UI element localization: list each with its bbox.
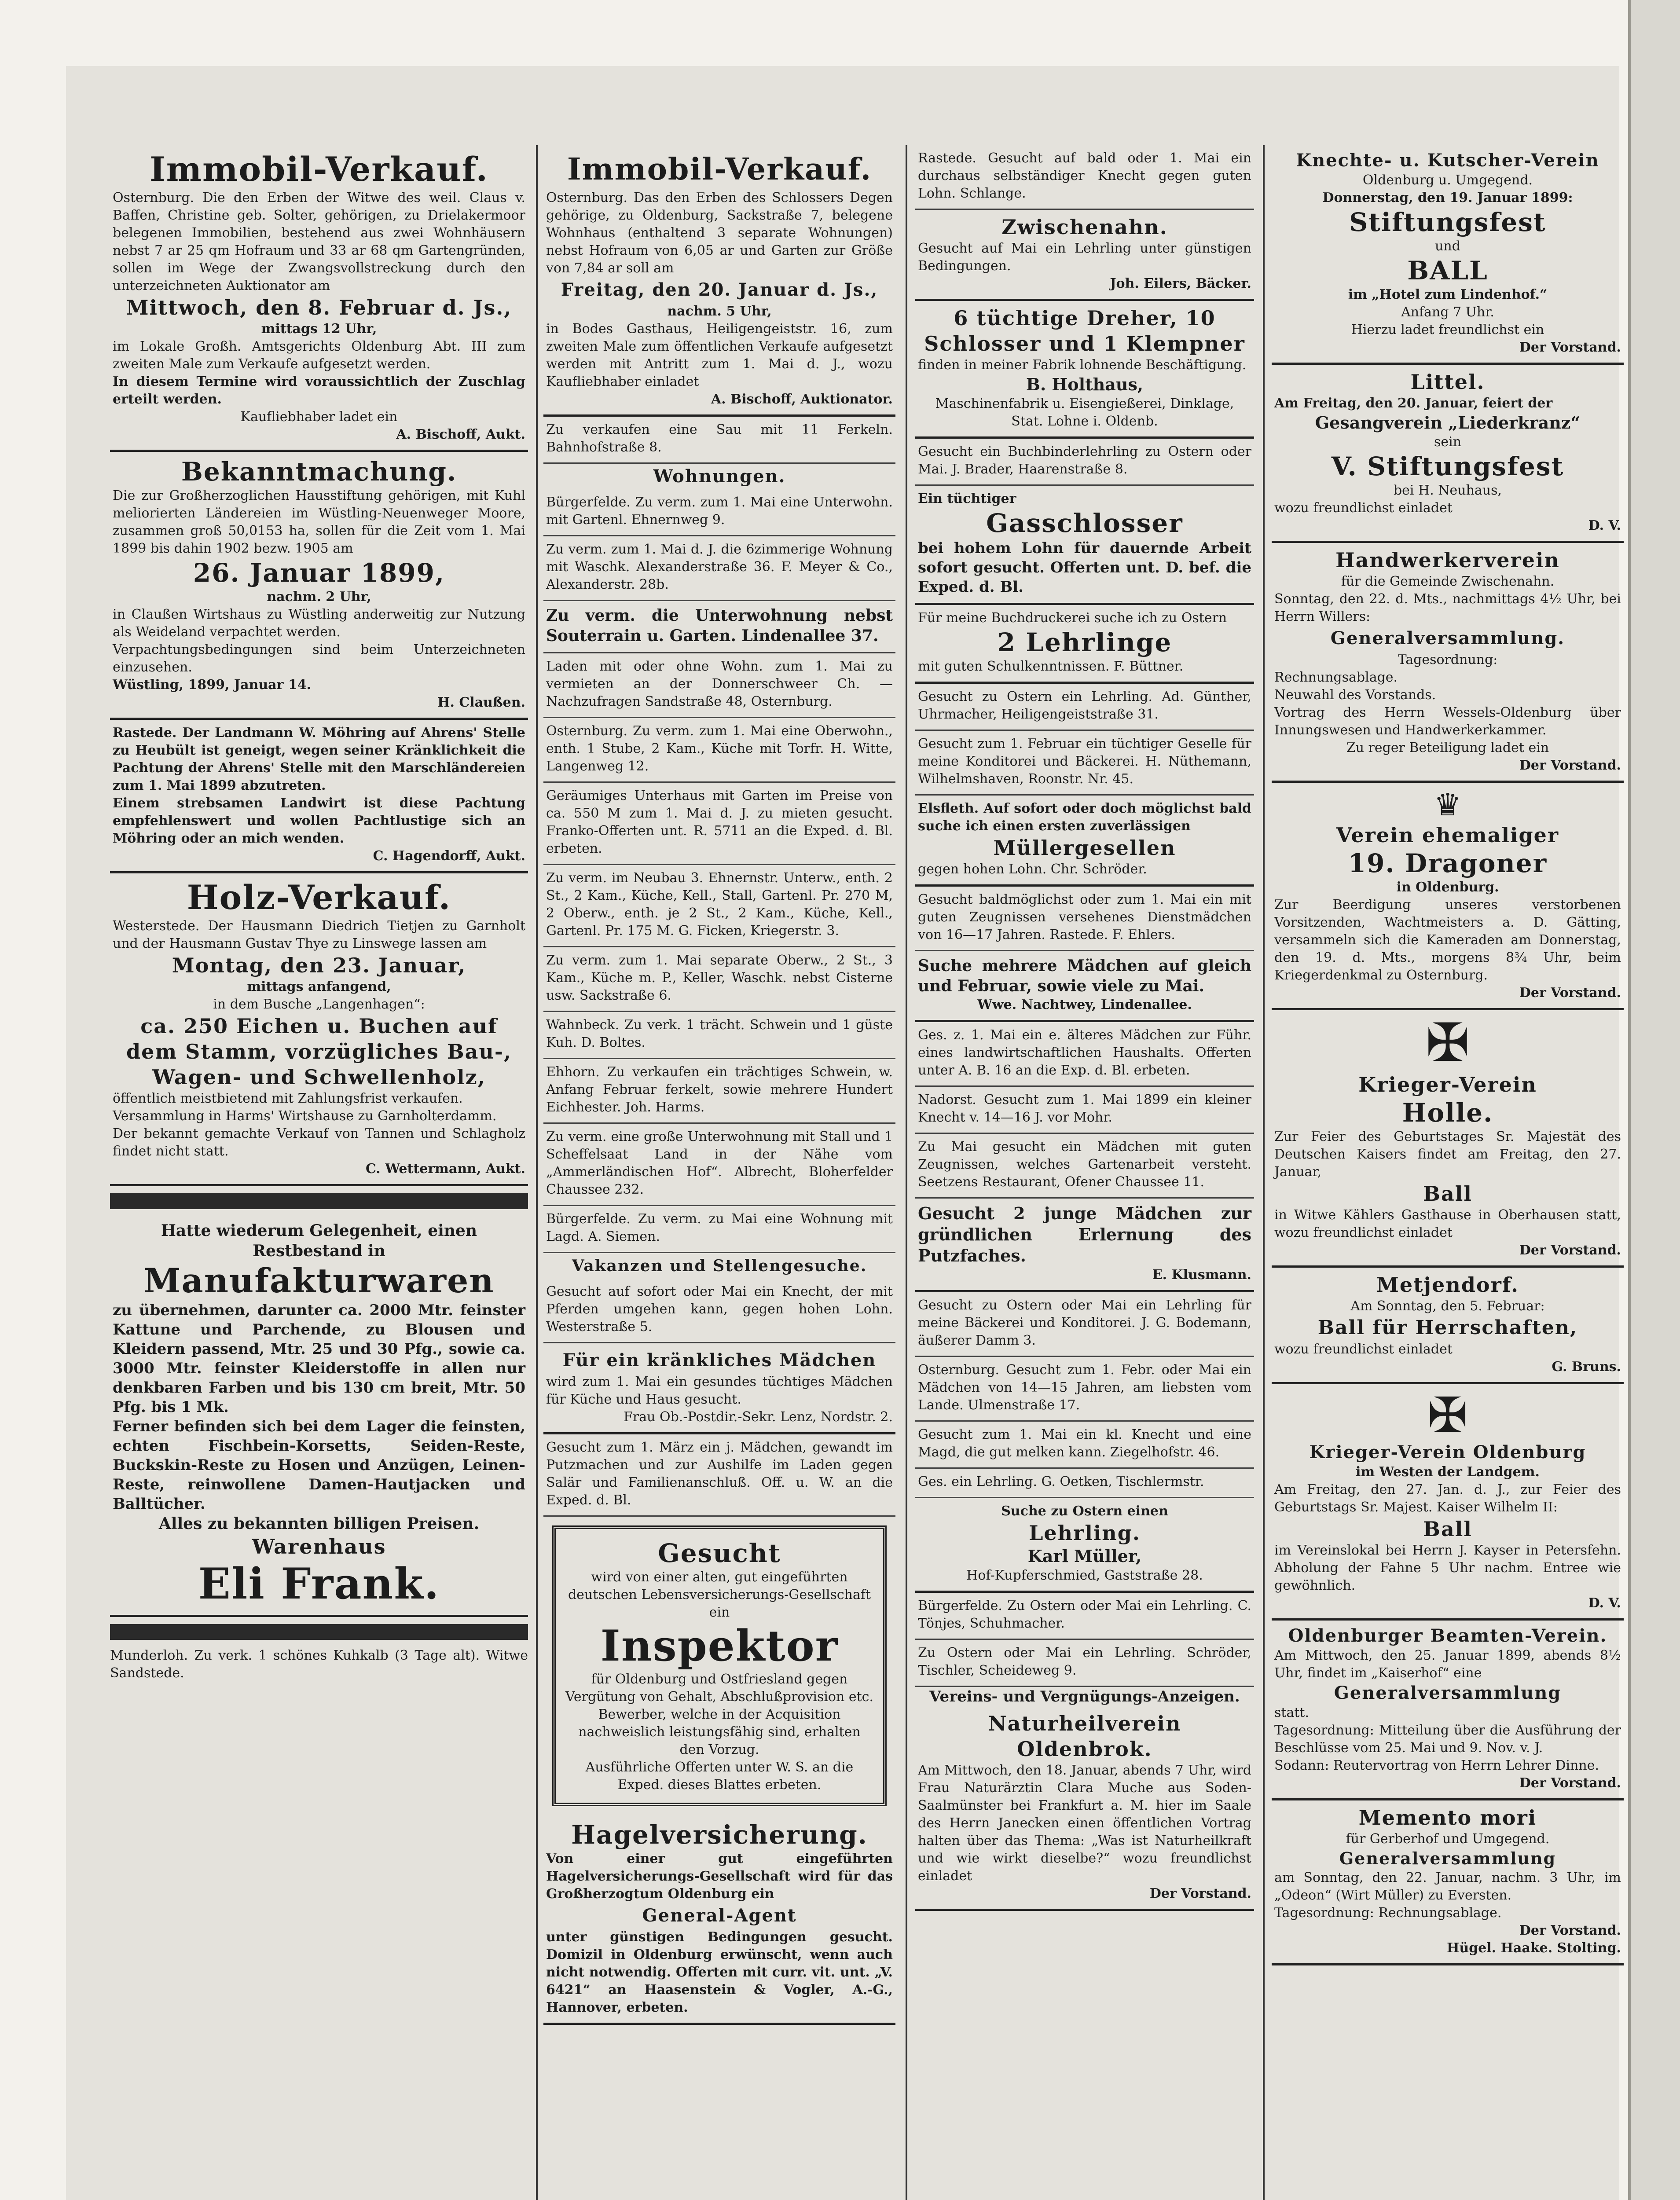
ad-body: zu übernehmen, darunter ca. 2000 Mtr. feinster Kattune und Parchende, zu Blousen und Kleidern passend, Mtr. 25 und 30 Pfg., sowie ca. 3000 Mtr. feinster Kleiderstoffe in allen nur denkbaren Farben und bis 130 cm breit, Mtr. 50 Pfg. bis 1 Mk. xyxy=(113,1302,525,1416)
list-item: Osternburg. Gesucht zum 1. Febr. oder Mai ein Mädchen von 14—15 Jahren, am liebsten vom Lande. Ulmenstraße 17. xyxy=(915,1357,1254,1422)
ad-title: 6 tüchtige Dreher, 10 Schlosser und 1 Klempner xyxy=(924,306,1245,356)
ad-title: Gesucht 2 junge Mädchen zur gründlichen Erlernung des Putzfaches. xyxy=(918,1203,1251,1265)
list-item: Zu Ostern oder Mai ein Lehrling. Schröder, Tischler, Scheideweg 9. xyxy=(915,1640,1254,1687)
section-heading-vereine: Vereins- und Vergnügungs-Anzeigen. xyxy=(929,1688,1240,1705)
ad-beamten-verein xyxy=(1272,1621,1624,1800)
ad-signature: G. Bruns. xyxy=(1552,1359,1621,1375)
ad-title: Zwischenahn. xyxy=(1001,215,1168,239)
ad-title: Krieger-Verein Oldenburg xyxy=(1309,1442,1586,1463)
ad-body: Rastede. Der Landmann W. Möhring auf Ahrens' Stelle zu Heubült ist geneigt, wegen seiner Kränklichkeit die Pachtung der Ahrens' Stelle mit den Marschländereien zum 1. Mai 1899 abzutreten. xyxy=(113,725,525,793)
ad-signature: E. Klusmann. xyxy=(1152,1267,1251,1283)
column-rule xyxy=(1263,145,1265,2200)
ad-invitation: wozu freundlichst einladet xyxy=(1274,1342,1453,1357)
ad-lehrlinge xyxy=(915,605,1254,684)
ad-nachtwey xyxy=(915,951,1254,1022)
ad-event: Ball xyxy=(1423,1182,1472,1206)
ad-title: Verein ehemaliger xyxy=(1336,823,1559,847)
ad-text: und xyxy=(1435,238,1460,254)
ad-subtitle: für die Gemeinde Zwischenahn. xyxy=(1341,574,1555,589)
ad-date: Donnerstag, den 19. Januar 1899: xyxy=(1322,190,1573,205)
list-item: Bürgerfelde. Zu verm. zum 1. Mai eine Unterwohn. mit Gartenl. Ehnernweg 9. xyxy=(543,489,895,536)
ad-kraenkliches-maedchen xyxy=(543,1343,895,1434)
ad-club: Gesangverein „Liederkranz“ xyxy=(1315,413,1581,433)
ad-body: Einem strebsamen Landwirt ist diese Pachtung empfehlenswert und wollen Pachtlustige sich an Möhring oder an mich wenden. xyxy=(113,796,525,846)
list-item: Zu verm. eine große Unterwohnung mit Stall und 1 Scheffelsaat Land in der Nähe vom „Ammerländischen Hof“. Albrecht, Bloherfelder Chaussee 232. xyxy=(543,1124,895,1206)
ad-body: Ferner befinden sich bei dem Lager die feinsten, echten Fischbein-Korsetts, Seiden-Reste, Buckskin-Reste zu Hosen und Anzügen, Leinen-Reste, reinwollene Damen-Hautjacken und Balltücher. xyxy=(113,1418,525,1513)
ad-title: Manufakturwaren xyxy=(143,1261,495,1300)
ad-body: in Claußen Wirtshaus zu Wüstling anderweitig zur Nutzung als Weideland verpachtet werden. xyxy=(113,607,525,640)
list-item: Laden mit oder ohne Wohn. zum 1. Mai zu vermieten an der Donnerschweer Ch. — Nachzufragen Sandstraße 48, Osternburg. xyxy=(543,653,895,718)
list-item: Bürgerfelde. Zu verm. zu Mai eine Wohnung mit Lagd. A. Siemen. xyxy=(543,1206,895,1253)
ad-signature: A. Bischoff, Auktionator. xyxy=(711,392,893,407)
ad-title: Naturheilverein Oldenbrok. xyxy=(988,1712,1181,1761)
ad-address: Maschinenfabrik u. Eisengießerei, Dinklage, xyxy=(935,396,1234,411)
ad-buchbinder: Gesucht ein Buchbinderlehrling zu Ostern oder Mai. J. Brader, Haarenstraße 8. xyxy=(915,439,1254,486)
ad-event: Generalversammlung. xyxy=(1330,628,1565,649)
ad-naturheilverein xyxy=(915,1706,1254,1911)
ad-title: Littel. xyxy=(1410,370,1485,394)
ad-title: Hagelversicherung. xyxy=(571,1820,868,1850)
ad-signature: A. Bischoff, Aukt. xyxy=(396,427,525,442)
ad-subtitle: Oldenburg u. Umgegend. xyxy=(1362,172,1533,188)
ad-subtitle: im Westen der Landgem. xyxy=(1356,1464,1540,1480)
ad-signature: Wwe. Nachtwey, Lindenallee. xyxy=(977,997,1192,1012)
column-2 xyxy=(543,145,895,2200)
ad-rastede-pacht xyxy=(110,720,528,873)
ad-title: 2 Lehrlinge xyxy=(997,627,1172,657)
ad-knecht: Gesucht auf sofort oder Mai ein Knecht, der mit Pferden umgehen kann, gegen hohen Lohn. Westerstraße 5. xyxy=(543,1279,895,1343)
ad-title: Lehrling. xyxy=(1029,1521,1141,1545)
agenda-item: Tagesordnung: Rechnungsablage. xyxy=(1274,1905,1502,1921)
ad-company: B. Holthaus, xyxy=(1026,374,1144,394)
ad-title: Gesucht xyxy=(658,1538,781,1568)
ad-body: Ausführliche Offerten unter W. S. an die Exped. dieses Blattes erbeten. xyxy=(585,1760,854,1793)
ad-invitation: wozu freundlichst einladet xyxy=(1274,500,1453,516)
ad-signature: D. V. xyxy=(1588,1595,1621,1611)
ad-dragoner xyxy=(1272,783,1624,1010)
ad-note: In diesem Termine wird voraussichtlich der Zuschlag erteilt werden. xyxy=(113,374,525,407)
ad-event: Ball für Herrschaften, xyxy=(1317,1316,1578,1339)
ad-intro: Für meine Buchdruckerei suche ich zu Ostern xyxy=(918,610,1227,626)
ad-event: Generalversammlung xyxy=(1334,1683,1562,1703)
ad-time: nachm. 2 Uhr, xyxy=(267,589,371,605)
ad-body: am Sonntag, den 22. Januar, nachm. 3 Uhr, im „Odeon“ (Wirt Müller) zu Eversten. xyxy=(1274,1870,1621,1903)
ad-agenda-heading: Tagesordnung: xyxy=(1398,652,1498,667)
ad-event: V. Stiftungsfest xyxy=(1331,451,1564,481)
ad-muellergesellen xyxy=(915,796,1254,887)
ad-body: Am Mittwoch, den 18. Januar, abends 7 Uhr, wird Frau Naturärztin Clara Muche aus Soden-Saalmünster bei Frankfurt a. M. hier im Saale des Herrn Janecken einen öffentlichen Vortrag halten über das Thema: „Was ist Naturheilkraft und wie wirkt dieselbe?“ wozu freundlichst einladet xyxy=(918,1763,1251,1884)
ad-body: Bewerber, welche in der Acquisition nachweislich leistungsfähig sind, erhalten den Vorzug. xyxy=(578,1707,861,1757)
ad-body: wird zum 1. Mai ein gesundes tüchtiges Mädchen für Küche und Haus gesucht. xyxy=(546,1374,893,1407)
ad-body: Gesucht auf Mai ein Lehrling unter günstigen Bedingungen. xyxy=(918,241,1251,274)
ad-invitation: Hierzu ladet freundlichst ein xyxy=(1351,322,1544,337)
agenda-item: Neuwahl des Vorstands. xyxy=(1274,687,1436,703)
divider-bar xyxy=(110,1624,528,1640)
ad-invitation: Zu reger Beteiligung ladet ein xyxy=(1346,740,1549,755)
page-edge xyxy=(1628,0,1680,2200)
list-item: Bürgerfelde. Zu Ostern oder Mai ein Lehrling. C. Tönjes, Schuhmacher. xyxy=(915,1593,1254,1640)
ad-body: unter günstigen Bedingungen gesucht. Domizil in Oldenburg erwünscht, wenn auch nicht notwendig. Offerten mit curr. vit. unt. „V. 6421“ an Haasenstein & Vogler, A.-G., Hannover, erbeten. xyxy=(546,1929,893,2015)
list-item: Wahnbeck. Zu verk. 1 trächt. Schwein und 1 güste Kuh. D. Boltes. xyxy=(543,1012,895,1059)
ad-body: Osternburg. Das den Erben des Schlossers Degen gehörige, zu Oldenburg, Sackstraße 7, belegene Wohnhaus (enthaltend 3 separate Wohnungen) nebst Hofraum von 6,05 ar und Garten zur Größe von 7,84 ar soll am xyxy=(546,190,893,276)
ad-body: im Vereinslokal bei Herrn J. Kayser in Petersfehn. Abholung der Fahne 5 Uhr nachm. Entree wie gewöhnlich. xyxy=(1274,1543,1621,1593)
ad-title: Holz-Verkauf. xyxy=(187,878,451,917)
list-item: Zu verm. zum 1. Mai separate Oberw., 2 St., 3 Kam., Küche m. P., Keller, Waschk. nebst Cisterne usw. Sackstraße 6. xyxy=(543,947,895,1012)
wohnungen-list xyxy=(543,489,895,1253)
ad-body: finden in meiner Fabrik lohnende Beschäftigung. xyxy=(918,357,1247,373)
ad-place: im Lokale Großh. Amtsgerichts Oldenburg Abt. III zum zweiten Male zum Verkaufe aufgesetzt werden. xyxy=(113,339,525,372)
ad-body: öffentlich meistbietend mit Zahlungsfrist verkaufen. xyxy=(113,1091,463,1106)
list-item: Gesucht zum 1. Mai ein kl. Knecht und eine Magd, die gut melken kann. Ziegelhofstr. 46. xyxy=(915,1422,1254,1469)
list-item: Nadorst. Gesucht zum 1. Mai 1899 ein kleiner Knecht v. 14—16 J. vor Mohr. xyxy=(915,1087,1254,1134)
ad-intro: Suche zu Ostern einen xyxy=(1001,1503,1168,1519)
ad-item: ca. 250 Eichen u. Buchen auf dem Stamm, vorzügliches Bau-, Wagen- und Schwellenholz, xyxy=(126,1014,512,1089)
ad-signature: Der Vorstand. xyxy=(1519,340,1621,355)
list-item: Ges. ein Lehrling. G. Oetken, Tischlermstr. xyxy=(915,1469,1254,1498)
ad-signature: Der Vorstand. xyxy=(1149,1886,1251,1901)
ad-title: Metjendorf. xyxy=(1376,1273,1519,1297)
ad-place: im „Hotel zum Lindenhof.“ xyxy=(1348,287,1548,302)
ad-body: Zur Beerdigung unseres verstorbenen Vorsitzenden, Wachtmeisters a. D. Gätting, versammeln sich die Kameraden am Donnerstag, den 19. d. Mts., morgens 8¾ Uhr, beim Kriegerdenkmal zu Osternburg. xyxy=(1274,897,1621,983)
list-item: Zu verm. zum 1. Mai d. J. die 6zimmerige Wohnung mit Waschk. Alexanderstraße 36. F. Meyer & Co., Alexanderstr. 28b. xyxy=(543,536,895,601)
column-3 xyxy=(915,145,1254,2200)
crown-icon: ♛ xyxy=(1434,787,1462,823)
ad-intro: Hatte wiederum Gelegenheit, einen Restbestand in xyxy=(161,1221,477,1260)
ad-bekanntmachung xyxy=(110,452,528,720)
ad-body: Von einer gut eingeführten Hagelversicherungs-Gesellschaft wird für das Großherzogtum Oldenburg ein xyxy=(546,1851,893,1902)
column-4 xyxy=(1272,145,1624,2200)
ad-event: BALL xyxy=(1407,256,1488,286)
ad-date: Freitag, den 20. Januar d. Js., xyxy=(561,279,878,300)
agenda-item: Vortrag des Herrn Wessels-Oldenburg über Innungswesen und Handwerkerkammer. xyxy=(1274,705,1621,738)
ad-memento-mori xyxy=(1272,1800,1624,1965)
ad-manufakturwaren xyxy=(110,1216,528,1617)
agenda-item: Tagesordnung: Mitteilung über die Ausführung der Beschlüsse vom 25. Mai und 9. Nov. v. J. xyxy=(1274,1723,1621,1756)
ad-title: Immobil-Verkauf. xyxy=(150,150,488,189)
ad-title: Müllergesellen xyxy=(993,836,1176,860)
iron-cross-icon: ✠ xyxy=(1427,1387,1468,1443)
ad-signature: Der Vorstand. xyxy=(1519,1775,1621,1791)
ad-title: Immobil-Verkauf. xyxy=(567,152,872,187)
ad-title: Gasschlosser xyxy=(986,508,1183,538)
ad-rastede-knecht: Rastede. Gesucht auf bald oder 1. Mai ein durchaus selbständiger Knecht gegen guten Lohn. Schlange. xyxy=(915,145,1254,210)
ad-date: Mittwoch, den 8. Februar d. Js., xyxy=(126,296,512,319)
ad-signature: C. Hagendorff, Aukt. xyxy=(373,848,525,864)
ad-title: Handwerkerverein xyxy=(1335,548,1560,572)
agenda-item: Sodann: Reutervortrag von Herrn Lehrer Dinne. xyxy=(1274,1758,1599,1773)
ad-body: Alles zu bekannten billigen Preisen. xyxy=(158,1514,480,1533)
ad-store: Warenhaus xyxy=(252,1535,386,1558)
list-item: Geräumiges Unterhaus mit Garten im Preise von ca. 550 M zum 1. Mai d. J. zu mieten gesucht. Franko-Offerten unt. R. 5711 an die Exped. d. Bl. erbeten. xyxy=(543,783,895,865)
ad-uhrmacher: Gesucht zu Ostern ein Lehrling. Ad. Günther, Uhrmacher, Heiligengeiststraße 31. xyxy=(915,684,1254,731)
iron-cross-icon: ✠ xyxy=(1425,1012,1470,1074)
ad-time: nachm. 5 Uhr, xyxy=(667,304,772,319)
ad-date: Montag, den 23. Januar, xyxy=(172,953,466,977)
ad-address: Hof-Kupferschmied, Gaststraße 28. xyxy=(966,1568,1203,1583)
ad-signature: Der Vorstand. xyxy=(1519,1923,1621,1938)
ad-intro: Ein tüchtiger xyxy=(918,491,1016,506)
list-item: Zu verm. im Neubau 3. Ehnernstr. Unterw., enth. 2 St., 2 Kam., Küche, Kell., Stall, Gartenl. Pr. 270 M, 2 Oberw., enth. je 2 St., 2 Kam., Küche, Kell., Gartenl. Pr. 175 M. G. Ficken, Kriegerstr. 3. xyxy=(543,865,895,947)
ad-title: Knechte- u. Kutscher-Verein xyxy=(1296,150,1599,171)
ad-signature: Der Vorstand. xyxy=(1519,1243,1621,1258)
ad-body: Versammlung in Harms' Wirtshause zu Garnholterdamm. xyxy=(113,1108,497,1124)
ad-littel xyxy=(1272,365,1624,543)
ad-krieger-holle xyxy=(1272,1010,1624,1268)
ad-body: Die zur Großherzoglichen Hausstiftung gehörigen, mit Kuhl meliorierten Ländereien im Wüstling-Neuenweger Moore, zusammen groß 50,0153 ha, sollen für die Zeit vom 1. Mai 1899 bis dahin 1902 bezw. 1905 am xyxy=(113,488,525,556)
ad-gasschlosser xyxy=(915,486,1254,605)
ad-note: Der bekannt gemachte Verkauf von Tannen und Schlagholz findet nicht statt. xyxy=(113,1126,525,1159)
ad-title: Für ein kränkliches Mädchen xyxy=(562,1350,877,1371)
ad-signature: H. Claußen. xyxy=(437,695,525,710)
ad-konditorei: Gesucht zum 1. Februar ein tüchtiger Geselle für meine Konditorei und Bäckerei. H. Nüthemann, Wilhelmshaven, Roonstr. Nr. 45. xyxy=(915,731,1254,796)
ad-place: in Oldenburg. xyxy=(1396,880,1499,895)
ad-metjendorf xyxy=(1272,1268,1624,1384)
ad-place: Wüstling, 1899, Januar 14. xyxy=(113,677,312,693)
ad-body: Am Sonntag, den 5. Februar: xyxy=(1350,1298,1545,1314)
ad-title: Krieger-Verein xyxy=(1358,1073,1537,1096)
ad-title: Oldenburger Beamten-Verein. xyxy=(1288,1625,1607,1646)
ad-position: General-Agent xyxy=(642,1905,797,1926)
ad-place: bei H. Neuhaus, xyxy=(1393,483,1502,498)
list-item: Gesucht zu Ostern oder Mai ein Lehrling für meine Bäckerei und Konditorei. J. G. Bodemann, äußerer Damm 3. xyxy=(915,1292,1254,1357)
agenda-item: Rechnungsablage. xyxy=(1274,670,1398,685)
ad-event: Generalversammlung xyxy=(1339,1848,1556,1868)
ad-immobil-verkauf-2 xyxy=(543,145,895,417)
column-rule xyxy=(906,145,907,2200)
ad-body: bei hohem Lohn für dauernde Arbeit sofort gesucht. Offerten unt. D. bef. die Exped. d. Bl. xyxy=(918,539,1251,596)
ad-signature: Der Vorstand. xyxy=(1519,985,1621,1001)
ad-place: in Bodes Gasthaus, Heiligengeiststr. 16, zum zweiten Male zum öffentlichen Verkaufe aufgesetzt werden mit Antritt zum 1. Mai d. J., wozu Kaufliebhaber einladet xyxy=(546,321,893,389)
ad-body: mit guten Schulkenntnissen. F. Büttner. xyxy=(918,659,1184,674)
list-item: Osternburg. Zu verm. zum 1. Mai eine Oberwohn., enth. 1 Stube, 2 Kam., Küche mit Torfr. H. Witte, Langenweg 12. xyxy=(543,718,895,783)
ad-signature: Frau Ob.-Postdir.-Sekr. Lenz, Nordstr. 2. xyxy=(624,1409,893,1425)
ad-body: Westerstede. Der Hausmann Diedrich Tietjen zu Garnholt und der Hausmann Gustav Thye zu Linswege lassen am xyxy=(113,918,525,951)
ad-club: Holle. xyxy=(1402,1098,1493,1128)
ad-signature: Der Vorstand. xyxy=(1519,758,1621,773)
ad-text: sein xyxy=(1434,434,1462,450)
ad-event: Ball xyxy=(1423,1517,1472,1541)
divider-bar xyxy=(110,1193,528,1209)
ad-body: Elsfleth. Auf sofort oder doch möglichst bald suche ich einen ersten zuverlässigen xyxy=(918,801,1251,834)
ad-body: statt. xyxy=(1274,1705,1309,1720)
ad-title: Memento mori xyxy=(1358,1806,1537,1830)
section-heading-wohnungen: Wohnungen. xyxy=(653,466,786,487)
ad-club: 19. Dragoner xyxy=(1348,848,1548,878)
ad-putzmachen: Gesucht zum 1. März ein j. Mädchen, gewandt im Putzmachen und zur Aushilfe im Laden gegen Salär und Familienanschluß. Off. u. W. an die Exped. d. Bl. xyxy=(543,1434,895,1517)
list-item: Ges. z. 1. Mai ein e. älteres Mädchen zur Führ. eines landwirtschaftlichen Haushalts. Offerten unter A. B. 16 an die Exp. d. Bl. erbeten. xyxy=(915,1022,1254,1087)
list-item: Ehhorn. Zu verkaufen ein trächtiges Schwein, w. Anfang Februar ferkelt, sowie mehrere Hundert Eichhester. Joh. Harms. xyxy=(543,1059,895,1124)
ad-position: Inspektor xyxy=(600,1621,839,1671)
ad-signature: Hügel. Haake. Stolting. xyxy=(1447,1940,1621,1956)
ad-munderloh: Munderloh. Zu verk. 1 schönes Kuhkalb (3 Tage alt). Witwe Sandstede. xyxy=(110,1648,528,1681)
ad-time: mittags 12 Uhr, xyxy=(261,321,377,337)
ad-invitation: Kaufliebhaber ladet ein xyxy=(240,409,398,425)
ad-body: für Oldenburg und Ostfriesland gegen Vergütung von Gehalt, Abschlußprovision etc. xyxy=(565,1672,874,1705)
ad-inspektor xyxy=(552,1525,887,1806)
ad-signature: C. Wettermann, Aukt. xyxy=(365,1161,525,1177)
ad-address: Stat. Lohne i. Oldenb. xyxy=(1011,414,1158,429)
ad-immobil-verkauf xyxy=(110,145,528,452)
ad-sau: Zu verkaufen eine Sau mit 11 Ferkeln. Bahnhofstraße 8. xyxy=(543,417,895,464)
ad-body: in Witwe Kählers Gasthause in Oberhausen statt, wozu freundlichst einladet xyxy=(1274,1207,1621,1240)
ad-title: Suche mehrere Mädchen auf gleich und Februar, sowie viele zu Mai. xyxy=(918,957,1251,995)
ad-dienstmaedchen: Gesucht baldmöglichst oder zum 1. Mai ein mit guten Zeugnissen versehenes Dienstmädchen von 16—17 Jahren. Rastede. F. Ehlers. xyxy=(915,887,1254,951)
ad-kupferschmied xyxy=(915,1498,1254,1593)
ad-hagelversicherung xyxy=(543,1815,895,2025)
ad-body: Sonntag, den 22. d. Mts., nachmittags 4½ Uhr, bei Herrn Willers: xyxy=(1274,591,1621,624)
ad-store-name: Eli Frank. xyxy=(198,1559,440,1609)
ad-date: 26. Januar 1899, xyxy=(193,558,445,588)
ad-company: Karl Müller, xyxy=(1027,1546,1142,1566)
ad-handwerkerverein xyxy=(1272,543,1624,783)
section-heading-vakanzen: Vakanzen und Stellengesuche. xyxy=(572,1257,867,1275)
ad-body: gegen hohen Lohn. Chr. Schröder. xyxy=(918,862,1147,877)
ad-body: Am Freitag, den 20. Januar, feiert der xyxy=(1274,396,1553,411)
ad-krieger-oldenburg xyxy=(1272,1384,1624,1621)
ad-body: Verpachtungsbedingungen sind beim Unterzeichneten einzusehen. xyxy=(113,642,525,675)
ad-time: mittags anfangend, xyxy=(247,979,391,994)
ad-event: Stiftungsfest xyxy=(1349,207,1546,237)
ad-place: in dem Busche „Langenhagen“: xyxy=(213,997,425,1012)
ad-knechte-verein xyxy=(1272,145,1624,365)
ad-dreher xyxy=(915,301,1254,439)
ad-holz-verkauf xyxy=(110,873,528,1186)
list-item: Zu verm. die Unterwohnung nebst Souterrain u. Garten. Lindenallee 37. xyxy=(543,601,895,653)
ad-body: Osternburg. Die den Erben der Witwe des weil. Claus v. Baffen, Christine geb. Solter, gehörigen, zu Drielakermoor belegenen Immobilien, bestehend aus zwei Wohnhäusern nebst 7 ar 25 qm Hofraum und 33 ar 68 qm Gartengründen, sollen im Wege der Zwangsvollstreckung durch den unterzeichneten Auktionator am xyxy=(113,190,525,293)
ad-body: Am Mittwoch, den 25. Januar 1899, abends 8½ Uhr, findet im „Kaiserhof“ eine xyxy=(1274,1648,1621,1681)
ad-zwischenahn xyxy=(915,210,1254,301)
ad-body: Am Freitag, den 27. Jan. d. J., zur Feier des Geburtstags Sr. Majest. Kaiser Wilhelm II: xyxy=(1274,1482,1621,1515)
ad-title: Bekanntmachung. xyxy=(181,457,457,487)
ad-time: Anfang 7 Uhr. xyxy=(1401,304,1494,320)
ad-body: Zur Feier des Geburtstages Sr. Majestät des Deutschen Kaisers findet am Freitag, den 27. Januar, xyxy=(1274,1129,1621,1180)
list-item: Zu Mai gesucht ein Mädchen mit guten Zeugnissen, welches Gartenarbeit versteht. Seetzens Restaurant, Ofener Chaussee 11. xyxy=(915,1134,1254,1199)
ad-signature: Joh. Eilers, Bäcker. xyxy=(1110,276,1251,291)
ad-signature: D. V. xyxy=(1588,518,1621,533)
ad-putzfach xyxy=(915,1199,1254,1292)
ad-body: wird von einer alten, gut eingeführten deutschen Lebensversicherungs-Gesellschaft ein xyxy=(568,1569,871,1620)
column-1 xyxy=(110,145,528,2200)
ad-subtitle: für Gerberhof und Umgegend. xyxy=(1346,1831,1550,1847)
column-rule xyxy=(536,145,538,2200)
